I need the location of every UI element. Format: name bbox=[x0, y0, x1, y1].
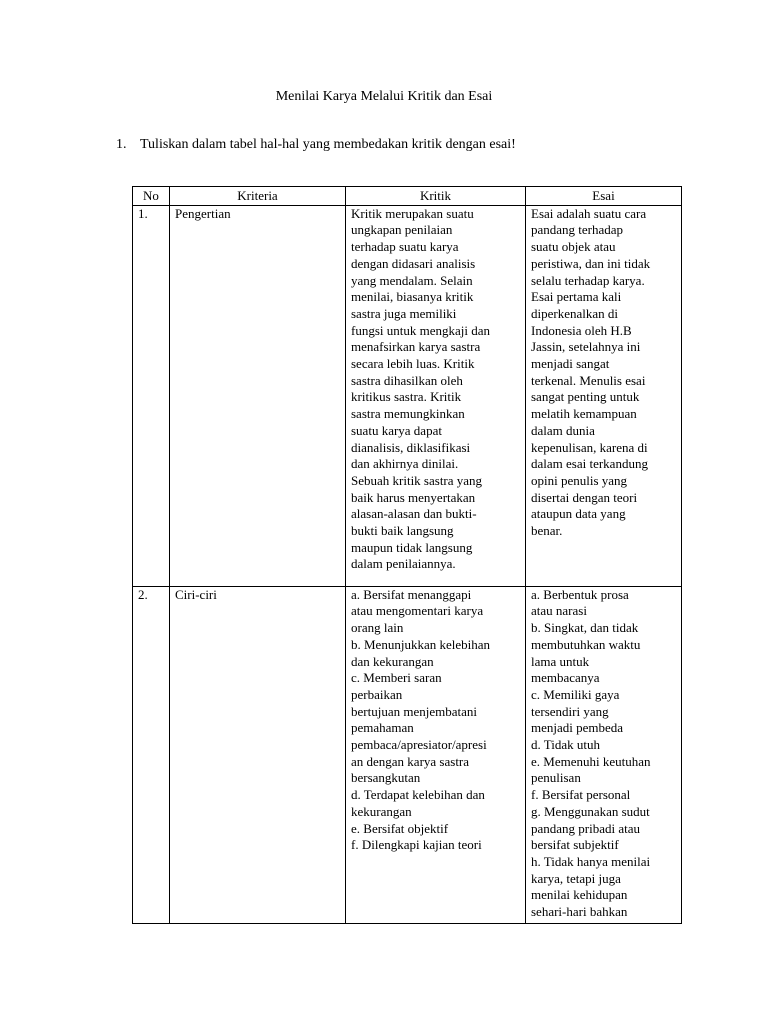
header-esai: Esai bbox=[526, 187, 682, 206]
cell-kriteria: Ciri-ciri bbox=[170, 586, 346, 923]
table-row bbox=[133, 205, 682, 586]
table-row bbox=[133, 586, 682, 923]
comparison-table bbox=[132, 186, 682, 924]
question-item bbox=[116, 137, 516, 153]
cell-kriteria: Pengertian bbox=[170, 205, 346, 586]
cell-no: 2. bbox=[133, 586, 170, 923]
header-kritik: Kritik bbox=[346, 187, 526, 206]
cell-no: 1. bbox=[133, 205, 170, 586]
question-text: Tuliskan dalam tabel hal-hal yang membedakan kritik dengan esai! bbox=[140, 137, 516, 152]
cell-esai: Esai adalah suatu cara pandang terhadap suatu objek atau peristiwa, dan ini tidak selalu terhadap karya. Esai pertama kali diperkenalkan di Indonesia oleh H.B Jassin, setelahnya ini menjadi sangat terkenal. Menulis esai sangat penting untuk melatih kemampuan dalam dunia kepenulisan, karena di dalam esai terkandung opini penulis yang disertai dengan teori ataupun data yang benar. bbox=[526, 205, 682, 586]
header-no: No bbox=[133, 187, 170, 206]
header-kriteria: Kriteria bbox=[170, 187, 346, 206]
question-number: 1. bbox=[116, 137, 127, 152]
cell-kritik: Kritik merupakan suatu ungkapan penilaian terhadap suatu karya dengan didasari analisis yang mendalam. Selain menilai, biasanya kritik sastra juga memiliki fungsi untuk mengkaji dan menafsirkan karya sastra secara lebih luas. Kritik sastra dihasilkan oleh kritikus sastra. Kritik sastra memungkinkan suatu karya dapat dianalisis, diklasifikasi dan akhirnya dinilai. Sebuah kritik sastra yang baik harus menyertakan alasan-alasan dan bukti- bukti baik langsung maupun tidak langsung dalam penilaiannya. bbox=[346, 205, 526, 586]
cell-esai: a. Berbentuk prosa atau narasi b. Singkat, dan tidak membutuhkan waktu lama untuk membacanya c. Memiliki gaya tersendiri yang menjadi pembeda d. Tidak utuh e. Memenuhi keutuhan penulisan f. Bersifat personal g. Menggunakan sudut pandang pribadi atau bersifat subjektif h. Tidak hanya menilai karya, tetapi juga menilai kehidupan sehari-hari bahkan bbox=[526, 586, 682, 923]
document-title: Menilai Karya Melalui Kritik dan Esai bbox=[275, 89, 493, 104]
cell-kritik: a. Bersifat menanggapi atau mengomentari karya orang lain b. Menunjukkan kelebihan dan kekurangan c. Memberi saran perbaikan bertujuan menjembatani pemahaman pembaca/apresiator/apresi an dengan karya sastra bersangkutan d. Terdapat kelebihan dan kekurangan e. Bersifat objektif f. Dilengkapi kajian teori bbox=[346, 586, 526, 923]
table-header-row bbox=[133, 187, 682, 206]
